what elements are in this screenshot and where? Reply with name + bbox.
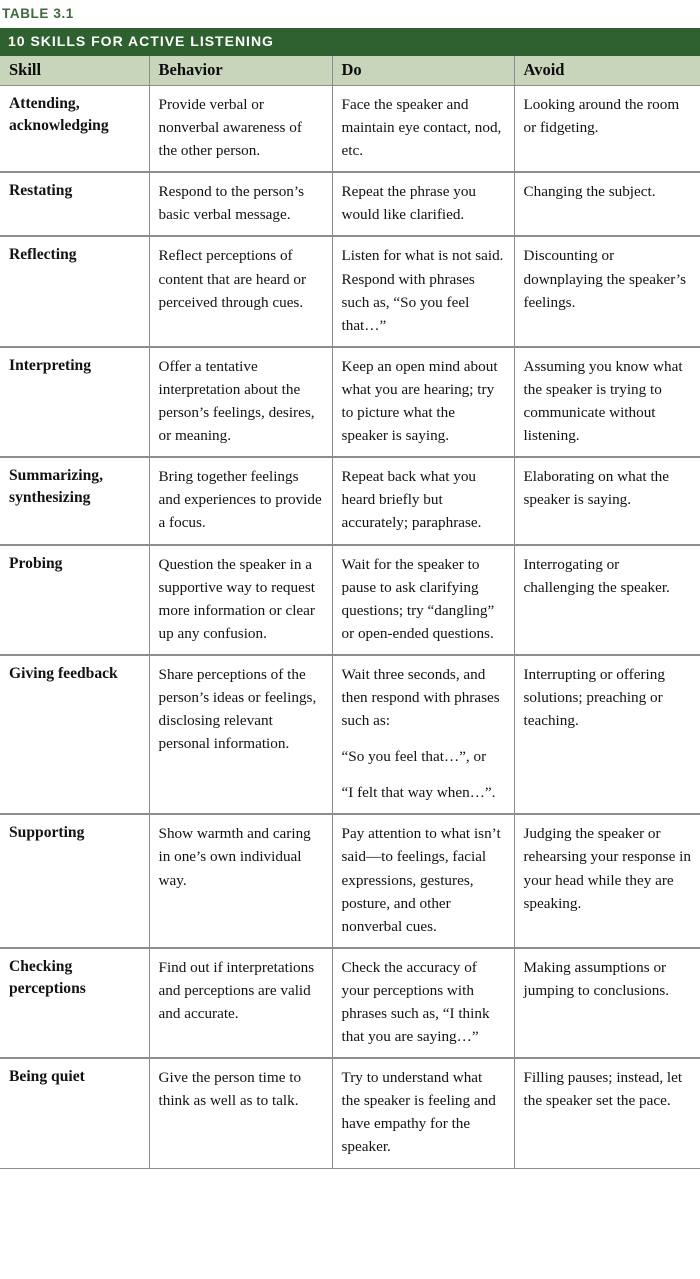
avoid-cell xyxy=(514,814,700,947)
behavior-cell xyxy=(149,457,332,544)
cell-paragraph: Give the person time to think as well as to talk. xyxy=(158,1069,302,1110)
do-cell xyxy=(332,172,514,236)
behavior-cell xyxy=(149,1058,332,1168)
cell-paragraph: Keep an open mind about what you are hearing; try to picture what the speaker is saying. xyxy=(341,357,498,445)
cell-paragraph: Provide verbal or nonverbal awareness of the other person. xyxy=(158,96,302,160)
cell-paragraph: Bring together feelings and experiences to provide a focus. xyxy=(158,468,322,532)
table-row xyxy=(0,655,700,814)
cell-paragraph: Changing the subject. xyxy=(523,183,656,201)
cell-paragraph: Check the accuracy of your perceptions with phrases such as, “I think that you are saying…” xyxy=(341,958,490,1046)
table-title-banner: 10 SKILLS FOR ACTIVE LISTENING xyxy=(0,28,700,56)
skill-name-cell: Being quiet xyxy=(0,1058,149,1168)
do-cell xyxy=(332,948,514,1058)
skill-name-cell: Attending, acknowledging xyxy=(0,86,149,173)
behavior-cell xyxy=(149,236,332,346)
cell-paragraph: Discounting or downplaying the speaker’s feelings. xyxy=(523,247,687,311)
table-number-caption: TABLE 3.1 xyxy=(2,6,74,21)
table-row xyxy=(0,948,700,1058)
column-header-do: Do xyxy=(332,56,514,86)
avoid-cell xyxy=(514,1058,700,1168)
table-row xyxy=(0,814,700,947)
cell-paragraph: Judging the speaker or rehearsing your response in your head while they are speaking. xyxy=(523,825,691,912)
table-header xyxy=(0,56,700,86)
cell-paragraph: Repeat the phrase you would like clarified. xyxy=(341,183,477,224)
active-listening-skills-table xyxy=(0,56,700,1169)
table-row xyxy=(0,236,700,346)
cell-paragraph: Face the speaker and maintain eye contact, nod, etc. xyxy=(341,96,502,160)
table-row xyxy=(0,347,700,457)
cell-paragraph: Interrupting or offering solutions; preaching or teaching. xyxy=(523,665,665,730)
avoid-cell xyxy=(514,86,700,173)
do-cell xyxy=(332,814,514,947)
behavior-cell xyxy=(149,948,332,1058)
table-row xyxy=(0,172,700,236)
table-row xyxy=(0,1058,700,1168)
do-cell xyxy=(332,457,514,544)
table-row xyxy=(0,86,700,173)
avoid-cell xyxy=(514,347,700,457)
skill-name-cell: Checking perceptions xyxy=(0,948,149,1058)
skill-name-cell: Giving feedback xyxy=(0,655,149,814)
column-header-behavior: Behavior xyxy=(149,56,332,86)
do-cell xyxy=(332,655,514,814)
avoid-cell xyxy=(514,172,700,236)
table-body xyxy=(0,86,700,1169)
cell-paragraph: Pay attention to what isn’t said—to feelings, facial expressions, gestures, posture, and other nonverbal cues. xyxy=(341,825,501,935)
cell-paragraph: Share perceptions of the person’s ideas or feelings, disclosing relevant personal information. xyxy=(158,665,317,753)
skill-name-cell: Restating xyxy=(0,172,149,236)
do-cell xyxy=(332,347,514,457)
cell-paragraph: Show warmth and caring in one’s own individual way. xyxy=(158,825,311,889)
behavior-cell xyxy=(149,655,332,814)
do-cell xyxy=(332,545,514,655)
avoid-cell xyxy=(514,457,700,544)
behavior-cell xyxy=(149,86,332,173)
avoid-cell xyxy=(514,655,700,814)
cell-paragraph: Respond to the person’s basic verbal message. xyxy=(158,183,305,224)
cell-paragraph: Reflect perceptions of content that are heard or perceived through cues. xyxy=(158,247,307,311)
table-row xyxy=(0,457,700,544)
table-header-row xyxy=(0,56,700,86)
cell-paragraph: Looking around the room or fidgeting. xyxy=(523,96,680,137)
cell-paragraph: Interrogating or challenging the speaker. xyxy=(523,555,670,596)
skill-name-cell: Supporting xyxy=(0,814,149,947)
cell-paragraph: Repeat back what you heard briefly but accurately; paraphrase. xyxy=(341,468,482,532)
cell-paragraph: Question the speaker in a supportive way to request more information or clear up any confusion. xyxy=(158,555,315,642)
cell-paragraph: Try to understand what the speaker is feeling and have empathy for the speaker. xyxy=(341,1069,496,1156)
table-row xyxy=(0,545,700,655)
column-header-skill: Skill xyxy=(0,56,149,86)
skill-name-cell: Summarizing, synthesizing xyxy=(0,457,149,544)
cell-paragraph: “So you feel that…”, or xyxy=(341,748,487,766)
behavior-cell xyxy=(149,172,332,236)
cell-paragraph: Elaborating on what the speaker is saying. xyxy=(523,468,670,509)
cell-paragraph: Assuming you know what the speaker is trying to communicate without listening. xyxy=(523,357,683,445)
avoid-cell xyxy=(514,545,700,655)
cell-paragraph: Filling pauses; instead, let the speaker set the pace. xyxy=(523,1069,683,1110)
skill-name-cell: Interpreting xyxy=(0,347,149,457)
cell-paragraph: Wait for the speaker to pause to ask clarifying questions; try “dangling” or open-ended questions. xyxy=(341,555,495,642)
do-cell xyxy=(332,236,514,346)
behavior-cell xyxy=(149,347,332,457)
column-header-avoid: Avoid xyxy=(514,56,700,86)
cell-paragraph: Offer a tentative interpretation about the person’s feelings, desires, or meaning. xyxy=(158,357,315,445)
do-cell xyxy=(332,86,514,173)
cell-paragraph: Find out if interpretations and perceptions are valid and accurate. xyxy=(158,958,315,1022)
skill-name-cell: Reflecting xyxy=(0,236,149,346)
cell-paragraph: “I felt that way when…”. xyxy=(341,784,496,802)
avoid-cell xyxy=(514,236,700,346)
do-cell xyxy=(332,1058,514,1168)
cell-paragraph: Wait three seconds, and then respond with phrases such as: xyxy=(341,665,500,730)
behavior-cell xyxy=(149,545,332,655)
cell-paragraph: Listen for what is not said. Respond with phrases such as, “So you feel that…” xyxy=(341,247,504,334)
behavior-cell xyxy=(149,814,332,947)
cell-paragraph: Making assumptions or jumping to conclusions. xyxy=(523,958,670,999)
skill-name-cell: Probing xyxy=(0,545,149,655)
avoid-cell xyxy=(514,948,700,1058)
